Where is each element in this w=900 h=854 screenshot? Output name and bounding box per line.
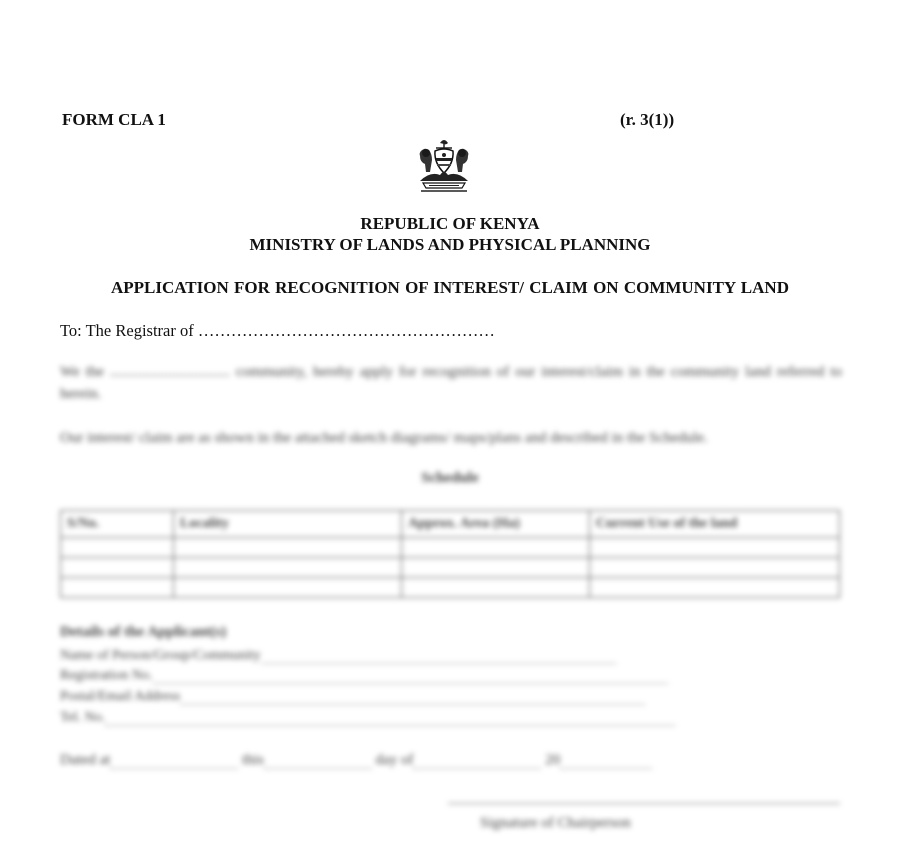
this-label: this: [242, 752, 264, 768]
schedule-table: [60, 510, 840, 598]
fill-line: [261, 651, 616, 664]
fill-line: [153, 671, 668, 684]
table-cell: [61, 538, 174, 558]
applicant-statement-paragraph: We the ................................ community, hereby apply for recognition of our interest/claim in the community land referred to herein.: [60, 364, 842, 402]
schedule-heading: Schedule: [421, 470, 479, 486]
postal-address-field: [60, 689, 645, 705]
signature-line: [448, 803, 840, 804]
fill-line: [413, 756, 541, 769]
table-cell: [61, 578, 174, 598]
applicant-name-field: [60, 648, 616, 664]
republic-heading: REPUBLIC OF KENYA: [360, 214, 540, 233]
column-header: Current Use of the land: [590, 511, 840, 538]
registration-no-field: [60, 668, 668, 684]
signature-label: Signature of Chairperson: [480, 815, 631, 831]
fill-line: [180, 692, 645, 705]
claim-description-paragraph: Our interest/ claim are as shown in the attached sketch diagrams/ maps/plans and described in the Schedule.: [60, 430, 708, 446]
table-cell: [174, 558, 402, 578]
dated-at-label: Dated at: [60, 752, 111, 768]
table-cell: [174, 578, 402, 598]
tel-no-field: [60, 710, 675, 726]
table-row: [61, 538, 840, 558]
to-registrar-line: To: The Registrar of ………………………………………………: [60, 321, 495, 340]
applicant-details-heading: Details of the Applicant(s): [60, 624, 227, 640]
application-title: APPLICATION FOR RECOGNITION OF INTEREST/ CLAIM ON COMMUNITY LAND: [111, 278, 789, 297]
field-label: Postal/Email Address: [60, 689, 181, 704]
table-cell: [402, 558, 590, 578]
column-header: S/No.: [61, 511, 174, 538]
fill-line: [560, 756, 652, 769]
fill-line: [110, 756, 238, 769]
table-cell: [402, 578, 590, 598]
table-cell: [61, 558, 174, 578]
form-code: FORM CLA 1: [62, 110, 166, 129]
table-cell: [174, 538, 402, 558]
schedule-header-row: [61, 511, 840, 538]
table-cell: [590, 538, 840, 558]
column-header: Locality: [174, 511, 402, 538]
dated-line: [60, 752, 652, 769]
fill-line: [264, 756, 372, 769]
table-cell: [590, 558, 840, 578]
field-label: Name of Person/Group/Community: [60, 648, 261, 663]
table-row: [61, 578, 840, 598]
coat-of-arms-icon: [417, 137, 471, 193]
table-cell: [402, 538, 590, 558]
day-of-label: day of: [375, 752, 414, 768]
ministry-heading: MINISTRY OF LANDS AND PHYSICAL PLANNING: [249, 235, 651, 254]
column-header: Approx. Area (Ha): [402, 511, 590, 538]
table-row: [61, 558, 840, 578]
fill-line: [105, 713, 675, 726]
field-label: Tel. No.: [60, 710, 106, 725]
year-label: 20: [545, 752, 561, 768]
table-cell: [590, 578, 840, 598]
rule-reference: (r. 3(1)): [620, 110, 675, 129]
field-label: Registration No.: [60, 668, 153, 683]
